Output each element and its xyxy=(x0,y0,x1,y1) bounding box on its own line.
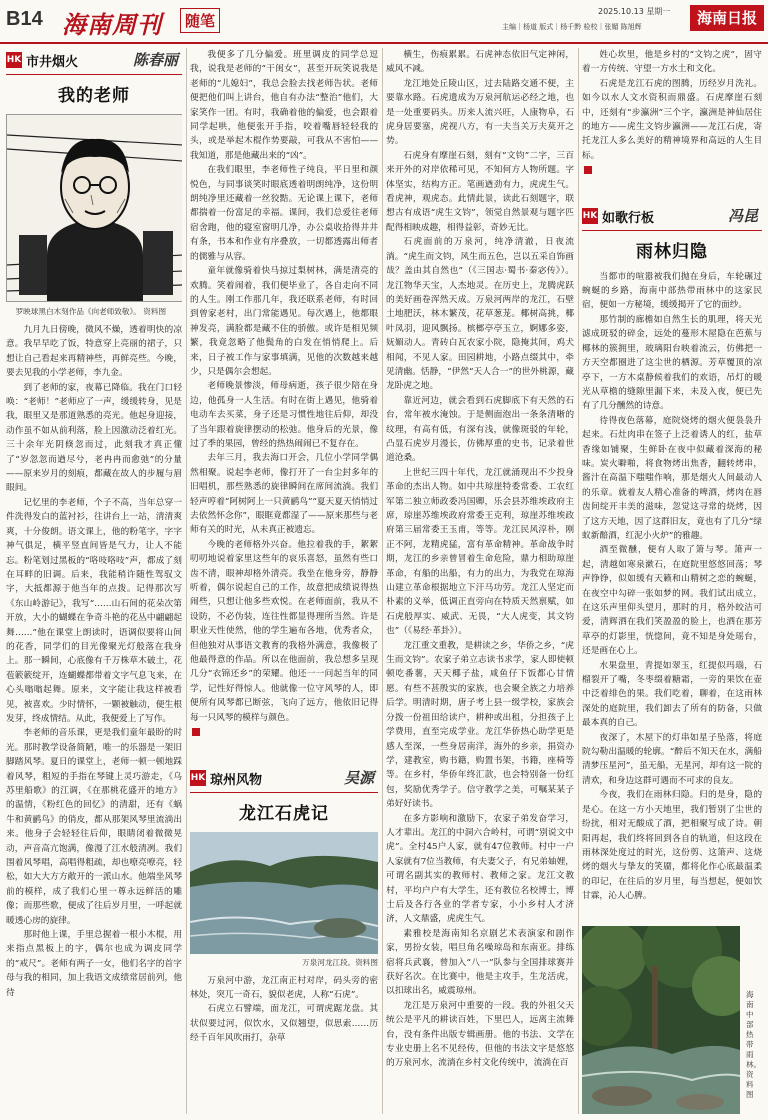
column-header xyxy=(582,204,762,231)
section-tag: 随笔 xyxy=(180,8,220,33)
paragraph: 万泉河中游，龙江南正村对岸，码头旁的密林处，突兀一奇石，貌似老虎，人称“石虎”。 xyxy=(190,975,378,1000)
paragraph: 龙江地处丘陵山区，过去陆路交通不便，主要靠水路。石虎遗成为万泉河航运必经之地，也是一处重要码头。历来人流兴旺，人康物阜，石虎身居要塞，虎视八方，有一夫当关万夫莫开之势。 xyxy=(386,78,574,147)
column-header xyxy=(6,48,182,75)
paragraph: 九月九日傍晚，微风不燥，透着明快的凉意。我早早吃了饭，特意穿上亮丽的裙子，只想让自己看起来再精神些，再鲜亮些。今晚，要去见我的小学老师，李九金。 xyxy=(6,325,182,379)
paragraph: 石虎立石譬端，面龙江，可谓虎踞龙盘。其状似要过河，似饮水，又似翘望，似思索……历经千百年风吹雨打，杂草 xyxy=(190,1004,378,1044)
author-signature: 冯昆 xyxy=(727,206,758,225)
staff-credits: 主编｜杨道 版式｜杨千黔 检校｜张媚 陈旭辉 xyxy=(502,23,642,31)
rainforest-photo-image xyxy=(582,926,740,1114)
paragraph: 我便多了几分偏爱。班里调皮的同学总逗我，说我是老师的“干闺女”，甚至开玩笑说我是老师的“儿媳妇”，我总会脸去找老师告状。老师便把他们叫上讲台，他自有办法“整治”他们，大家笑作一团。有时，我确着他的偏爱，也会跟着同学起哄，他便张开手指，咬着嘴唇轻轻我的头，或是举起木棍作势要敲，可我从不害怕——我知道，那是他藏出来的“凶”。 xyxy=(190,50,378,161)
article-column-1 xyxy=(6,48,182,1114)
masthead-logo: 海南周刊 xyxy=(62,10,162,39)
author-signature: 陈春丽 xyxy=(132,51,178,69)
author-signature: 吴源 xyxy=(343,768,374,787)
paragraph: 李老师的音乐课，更是我们童年最盼的时光。那时教学设备简陋，唯一的乐器是一架旧脚踏风琴。夏日的课堂上，老师一顿一顿地踩着风琴，粗短的手指在琴键上灵巧游走，《乌苏里船歌》的江调，《在那桃花盛开的地方》的温情，《粉红色的回忆》的清甜，还有《蜗牛和黄鹂鸟》的俏皮，都从那架风琴里流淌出来。他身子会轻轻往后仰，眼睛闭着微微晃动，声音高亢饱满，像漫了江水般清冽。我们围着风琴唱，高唱得粗疏，却也嘹亮嘹亮，轻松，如大大方方敞开的一派山水。他端坐风琴前的模样，成了我们心里一尊永远鲜活的雕像；而那些歌，便成了往后岁月里，一呼起就暖透心房的旋律。 xyxy=(6,728,182,926)
hk-logo-icon: HK xyxy=(582,208,598,224)
paragraph: 在多方影响和激励下，农家子弟发奋学习，人才辈出。龙江的中洞六合岭村，可谓“别说文中虎”。全村45户人家，就有47位教师。村中一户人家就有7位当教师，有夫妻父子，有兄弟妯娌，可谓名副其实的教师村、教师之家。龙江文教村，平均户户有大学生，还有教位名校博士，博士后及各行各业的学者专家，小小乡村人才济济，人文鼎盛，虎虎生气。 xyxy=(386,813,574,925)
image-caption: 万泉河龙江段。资料图 xyxy=(302,957,378,967)
paragraph: 夜深了，木屋下的灯串如星子坠落，将庭院勾勒出温暖的轮廓。“醉后不知天在水，满船清梦压星河”，虽无船，无星河，却有这一院的清欢，和身边这群可遇而不可求的良友。 xyxy=(582,732,762,786)
paragraph: 老师晚景惨淡，师母病逝，孩子很少陪在身边，他孤身一人生活。有时在街上遇见，他骑着电动车去买菜，身子还是习惯性地往后仰，却没了当年跟着旋律摆动的松弛。他身后的光景，像过了季的果园，曾经的热热闹闹已不复存在。 xyxy=(190,381,378,449)
paragraph: 靠近河边，就会看到石虎脚底下有天然的石台，常年被水淹蚀。于是侧面泡出一条条清晰的纹理，有高有低，有深有浅，就像斑驳的年轮，凸显石虎岁月漫长，仿佛厚重的史书，记录着世道沧桑。 xyxy=(386,395,574,464)
column-divider xyxy=(578,48,579,1114)
paragraph: 上世纪三四十年代，龙江就涌现出不少投身革命的杰出人物。如中共琼崖特委常委、工农红军第二独立师政委冯国卿，乐会县苏维埃政府主席，琼崖苏维埃政府常委王克利，琼崖苏维埃政府第三届常委王玉甫，等等。龙江民风淳朴，刚正不阿，龙精虎猛，富有革命精神。革命战争时期，龙江的乡亲曾冒着生命危险，鼎力相助琼崖革命，有船的出船，有力的出力，为我党在琼海山建立革命根据地立下汗马功劳。龙江人坚定而朴素的义举，低调正直旁向在特质天然禀赋，如石虎般厚实、威武、无畏，“大人虎变，其文钧也”（《易经·革卦》）。 xyxy=(386,467,574,637)
paragraph: 那竹制的廊檐如自然生长的肌理，将天光滤成斑驳的碎金，远处的蔓形木屋隐在芭蕉与椰林的簇拥里，玻璃阳台映着流云，仿佛把一方天空都圈进了这尘世的栖源。芳草覆顶的凉亭下，一方木桌静候着我们的欢语，吊灯的暖光从草檐的缝隙里漏下来，未及入夜，便已先有了几分醺然的诗意。 xyxy=(582,314,762,412)
paragraph: 去年三月，我去海口开会，几位小学同学偶然相聚。说起李老师，像打开了一台尘封多年的旧唱机，那些熟悉的旋律瞬间在席间流淌。我们轻声哼着“阿树阿上一只黄鹂鸟”“夏天夏天悄悄过去依然怀念你”，眼眶竟都湿了——原来那些与老师有关的时光，从未真正被遗忘。 xyxy=(190,453,378,536)
paragraph: 龙江是万泉河中重要的一段。我的外祖父天统公是平凡的耕读百姓，下里巴人，远离主流舞台，没有条件出版专辑画册。他的书法、文学在专业史册上名不见经传，但他的书法文字是悠悠的万泉河水，流淌在乡村文化传统中，流淌在百 xyxy=(386,1000,574,1069)
paragraph: 横生，伤痕累累。石虎神态依旧气定神闲，威风不减。 xyxy=(386,50,574,75)
hk-logo-icon: HK xyxy=(190,770,206,786)
paragraph: 童年就像骑着快马掠过梨树林，满是清亮的欢腾。笑着闹着，我们便毕业了，各自走向不同的人生。刚工作那几年，我还联系老师，有时回到曾家老村，出门常能遇见。每次遇上，他都眼神发亮，满脸都是藏不住的骄傲。或许是相见频繁，我竟忽略了他鬓角的白发在悄悄爬上。后来，日子被工作与家事填满，见他的次数越来越少，只是偶尔会想起。 xyxy=(190,266,378,377)
paragraph: 今夜，我们在雨林归隐。归的是身，隐的是心。在这一方小天地里，我们暂别了尘世的纷扰，相对无酸成了酒，把相聚写成了诗。朝阳再起，我们终将回到各自的轨道，但这段在雨林深处度过的时光，这份剪、这箫声、这烧烤的烟火与挚友的笑靥，都将化作心底最温柔的印记，在往后的岁月里，每当想起，便如饮甘霖，沁人心脾。 xyxy=(582,790,762,902)
column-divider xyxy=(382,48,383,1114)
paragraph: 那时他上课，手里总握着一根小木棍，用来指点黑板上的字，偶尔也成为调皮同学的“戒尺”。老师有两子一女，他们名字的首字母与我的相同，加上我语文成绩常居前列，他待 xyxy=(6,930,182,998)
page-header xyxy=(0,0,768,44)
article-column-3 xyxy=(386,48,574,1114)
paragraph: 在我们眼里，李老师性子纯良，平日里和颜悦色，与同事谈笑时眼底透着明朗纯净，这份明朗纯净里还藏着一丝狡黠。无论课上课下，老师都揣着一份富足的幸福。课间，我们总爱往老师宿舍跑，他的寝室窗明几净，办公桌收拾得井井有条，书本和作业有序叠放，一切都透露出师者的儒雅与从容。 xyxy=(190,165,378,262)
article-title: 龙江石虎记 xyxy=(239,803,329,824)
article-column-2 xyxy=(190,48,378,1114)
end-mark-icon xyxy=(584,166,592,174)
column-name: 市井烟火 xyxy=(26,55,79,70)
paragraph: 记忆里的李老师，个子不高，当年总穿一件洗得发白的蓝衬衫，往讲台上一站，清清爽爽，十分俊朗。语文课上，他的粉笔字，字字神气俱足，横平竖直间皆是气力，让人不能忘。粉笔划过黑板的“咯吱咯吱”声，都成了刻在耳畔的旧调。后来，我能稍许随性驾驭文字，大抵都源于他当年的点拨。记得那次写《东山岭游记》，我写“……山石间的花朵次第开放，大小的蝴蝶在争奇斗艳的花丛中翩翩起舞……”他在课堂上朗读时，语调似要将山间的花香，同学们的目光像聚光灯般落在我身上。那一瞬间，心底像有千万株草木破土，花苞簌簌绽开，连蝴蝶都带着文字气息飞来，在心头嗡嗡起舞。原来，文字能让我这样被看见，被喜欢。少时情怀，一颗被触动，便生根发芽，终成情结。从此，我便爱上了写作。 xyxy=(6,497,182,724)
column-divider xyxy=(186,48,187,1114)
image-caption-vertical: 海南中部热带雨林。资料图 xyxy=(746,990,761,1099)
woodcut-portrait-image xyxy=(6,114,182,302)
paragraph: 石虎是龙江石虎的图腾，历经岁月洗礼。如今以水人文水资积而鼎盛。石虎摩崖石刻中，还刻有“步瀛洲”三个字，瀛洲是神仙居住的地方——虎生文钧步瀛洲——龙江石虎，寄托龙江人多么美好的精神境界和高远的人生目标。 xyxy=(582,78,762,161)
paragraph: 石虎面前的万泉河，纯净清澈，日夜流淌。“虎生而文钧，风生而五色，岂以五采自饰画哉？盖由其自然也”（《三国志·蜀书·秦宓传》）。龙江物华天宝，人杰地灵。在历史上，龙腾虎跃的美好画卷浑然天成。万泉河两岸的龙江，石壁土地肥沃，林木繁茂，花草葱茏。椰树高挑，椰叶凤羽，迎风飘扬。槟榔亭亭玉立，婀娜多姿，妩媚动人。青砖白瓦农家小院，隐掩其间，鸡犬相闻，不见人家。田园耕地，小路点缀其中，牵见清幽。恬静，“伊然“天人合一”的世外桃源，藏龙卧虎之地。 xyxy=(386,237,574,392)
paragraph: 姓心坎里，他是乡村的“文钧之虎”，固守着一方传统、守望一方水土和文化。 xyxy=(582,50,762,75)
newspaper-logo: 海南日报 xyxy=(690,5,764,31)
river-photo-image xyxy=(190,832,378,954)
column-name: 琼州风物 xyxy=(210,772,263,788)
article-column-4 xyxy=(582,48,762,920)
paragraph: 酒至微醺，便有人取了箫与琴。箫声一起，清越如寒泉漱石，在庭院里悠悠回荡；琴声铮铮，似如缓有天籁和山精树之恋的蜿蜒，在夜空中勾碎一张如梦的网。我们试出成立，在这乐声里仰头望月，那时的月，格外皎洁可爱，清辉洒在我们笑盈盈的脸上，也洒在那芳草亭的灯影里，恍惚间，竟不知是身处瑶台，还是画在心上。 xyxy=(582,545,762,657)
paragraph: 水果盘里，青提如翠玉，红提似玛瑙，石榴裂开了嘴，冬枣缀着糖霜，一旁的果饮在壶中泛着绯色的果。我们吃着，聊着，在这雨林深处的庭院里，我们卸去了所有的防备，只做最本真的自己。 xyxy=(582,660,762,729)
column-header xyxy=(190,766,378,793)
paragraph: 素雅校是海南知名京剧艺术表演家和剧作家，男扮女装，唱旦角名噪琼岛和东南亚。排练宿将兵武襄，曾加入“八一”队参与全国排球赛并获好名次。在比赛中，他是主攻手，生龙活虎，以扣球出名，威震琼州。 xyxy=(386,928,574,997)
issue-date: 2025.10.13 星期一 xyxy=(598,7,671,16)
paragraph: 当都市的喧嚣被我们抛在身后，车轮碾过蜿蜒的乡路，海南中部热带雨林中的这家民宿，便如一方秘境，缓缓揭开了它的面纱。 xyxy=(582,271,762,311)
paragraph: 今晚的老师格外兴奋。他拉着我的手，絮絮叨叨地说着家里这些年的哀乐喜怒，虽然有些口齿不清，眼神却格外清亮。我坐在他身旁，静静听着，偶尔说起自己的工作，故意把成绩说得热闹些，只想让他多些欢悦。在老师面前，我从不设防，不必伪装，连往性都显得理所当然。许是职业天性使然，他的学生遍布各地，优秀者众，但他独对从事语文教育的我格外满意，我像极了他最得意的作品。所以在他面前，我总想多呈现几分“衣锦还乡”的荣耀。他还一一问起当年的同学，记性好得惊人。他就像一位守风琴的人，即便所有风琴都已断弦，飞向了远方，他依旧记得每一只风琴的模样与颜色。 xyxy=(190,539,378,723)
paragraph: 待得夜色落幕，庭院烧烤的烟火便袅袅升起来。石灶肉串在签子上泛着诱人的红，盐草香缘如铺聚，生鲜卧在夜中似藏着深海的秘味。炭火噼啪，将食物烤出焦香，翻转烤串，酱汁在高温下嗤嗤作响，那是烟火人间最动人的乐章。就着友人精心准备的啤酒，烤肉在唇齿间绽开丰美的滋味，忽觉这寻常的烧烤，因了这方天地，因了这群旧友，竟也有了几分“绿蚁新醅酒，红泥小火炉”的雅趣。 xyxy=(582,415,762,541)
paragraph: 到了老师的家，夜幕已降临。我在门口轻唤：“老师！”老师应了一声，缓缓转身，见是我，眼里又是那道熟悉的亮光。他起身迎接，动作虽不如从前利落，脸上因激动泛着红光。三十余年光阴倏忽而过，此刻我才真正懂了“岁忽忽而遒尽兮，老冉冉而愈弛”的分量——原来岁月的刻痕，都藏在故人的步履与眉眼间。 xyxy=(6,382,182,494)
paragraph: 龙江重文重教，是耕读之乡，华侨之乡，“虎生而文钧”。农家子弟立志读书求学，家人即使顿顿吃番薯，天天椰子盐，咸鱼仔下饭都心甘情愿。有些不甚殷实的家族，也会聚全族之力培养后学。明清时期，唐子考上县一级学校，家族会分拨一份祖田给读户，耕种或出租，分担孩子上学费用，直至完成学业。龙江华侨热心助学更是感人至深，一些身居南洋，海外的乡亲，捐资办学，建教室，购书籍，购置书架，书籍，座椅等等。在乡村，华侨年终汇款，也会特别备一份红包，奖励优秀学子。信守教学之美，可嘱某某子弟好好读书。 xyxy=(386,640,574,810)
page-number: B14 xyxy=(6,8,43,30)
column-name: 如歌行板 xyxy=(602,210,655,226)
article-title: 我的老师 xyxy=(58,86,130,106)
article-title: 雨林归隐 xyxy=(636,241,708,262)
end-mark-icon xyxy=(192,728,200,736)
paragraph: 石虎身有摩崖石刻，刻有“文钧”二字，三百来开外的对岸依稀可见，不知何方人物所题。字体坚实，结构方正。笔画遒劲有力，虎虎生气。看虎神，观虎态。此情此景，读此石刻题字，联想古有成语“虎生文钧”，领觉自然景观与题字匹配得相映成趣，相得益彰，奇妙无比。 xyxy=(386,150,574,233)
image-caption: 罗映球黑白木刻作品《向老师致敬》。 资料图 xyxy=(15,307,167,316)
hk-logo-icon: HK xyxy=(6,52,22,68)
